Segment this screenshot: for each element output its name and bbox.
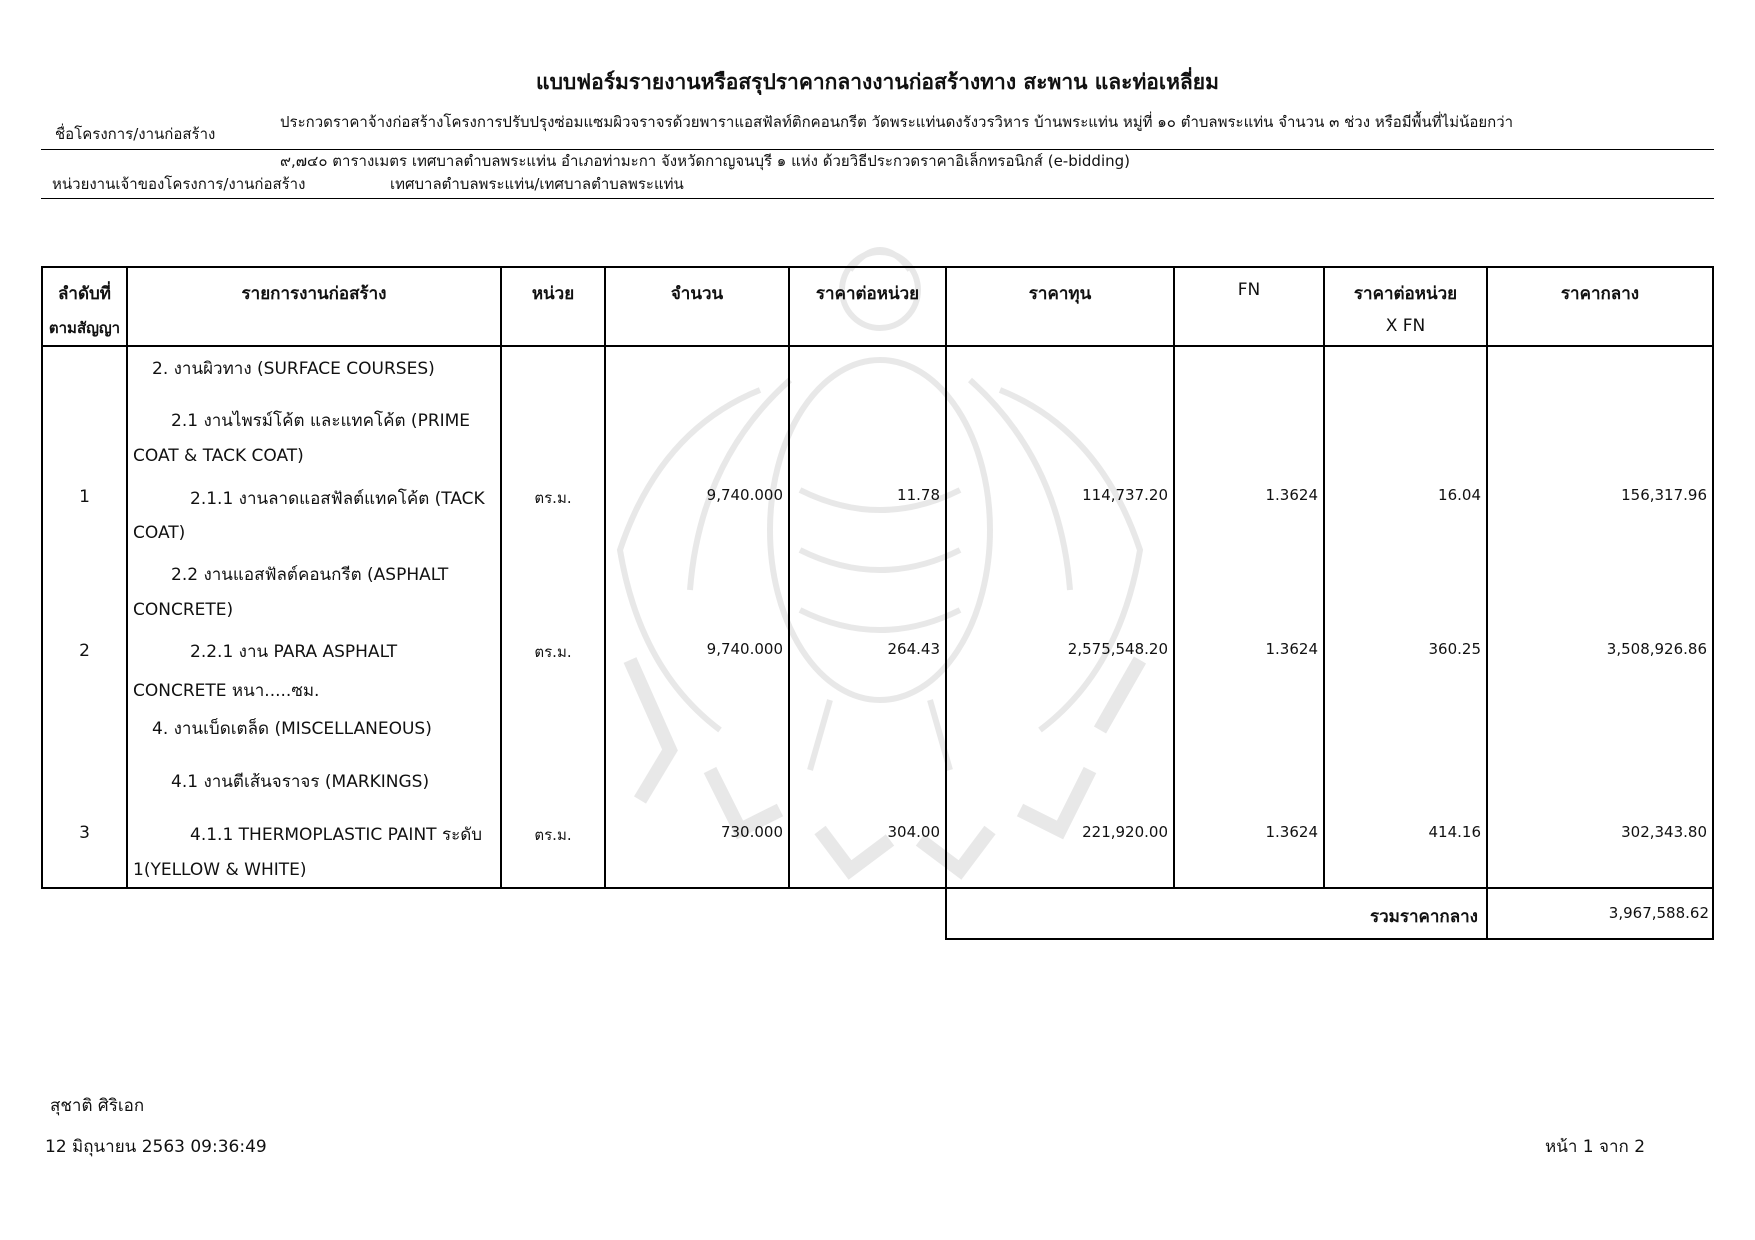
item-line: 2.2.1 งาน PARA ASPHALT <box>190 642 398 662</box>
item-line: 1(YELLOW & WHITE) <box>133 860 307 880</box>
owner-underline <box>41 198 1714 199</box>
item-line: 2.1 งานไพรม์โค้ต และแทคโค้ต (PRIME <box>171 411 471 431</box>
page-number: หน้า 1 จาก 2 <box>1545 1137 1646 1157</box>
header-cost: ราคาทุน <box>1028 284 1092 304</box>
preparer-name: สุชาติ ศิริเอก <box>50 1096 145 1116</box>
row-qty: 730.000 <box>720 823 783 841</box>
total-value: 3,967,588.62 <box>1608 904 1709 922</box>
header-price-fn: ราคาต่อหน่วย <box>1353 284 1458 304</box>
header-qty: จำนวน <box>670 284 724 304</box>
garuda-emblem-icon <box>600 230 1160 880</box>
row-cost: 114,737.20 <box>1082 486 1168 504</box>
row-unit-price: 11.78 <box>897 486 940 504</box>
row-cost: 2,575,548.20 <box>1067 640 1168 658</box>
row-fn: 1.3624 <box>1265 486 1318 504</box>
row-price-fn: 360.25 <box>1428 640 1481 658</box>
item-line: CONCRETE หนา.....ซม. <box>133 681 320 701</box>
header-unit: หน่วย <box>531 284 575 304</box>
project-label: ชื่อโครงการ/งานก่อสร้าง <box>55 125 216 143</box>
row-no: 2 <box>79 641 90 661</box>
row-median: 3,508,926.86 <box>1606 640 1707 658</box>
header-no-contract: ตามสัญญา <box>48 319 121 337</box>
project-line-2: ๙,๗๔๐ ตารางเมตร เทศบาลตำบลพระแท่น อำเภอท่ามะกา จังหวัดกาญจนบุรี ๑ แห่ง ด้วยวิธีประกวดราคาอิเล็กทรอนิกส์ (e-bidding) <box>280 152 1130 170</box>
header-item: รายการงานก่อสร้าง <box>241 284 387 304</box>
print-datetime: 12 มิถุนายน 2563 09:36:49 <box>45 1137 267 1157</box>
row-price-fn: 414.16 <box>1428 823 1481 841</box>
row-qty: 9,740.000 <box>706 640 783 658</box>
row-fn: 1.3624 <box>1265 640 1318 658</box>
page-title: แบบฟอร์มรายงานหรือสรุปราคากลางงานก่อสร้างทาง สะพาน และท่อเหลี่ยม <box>536 70 1219 94</box>
item-line: CONCRETE) <box>133 600 234 620</box>
header-fn: FN <box>1237 280 1261 300</box>
item-line: 4.1.1 THERMOPLASTIC PAINT ระดับ <box>190 825 483 845</box>
item-line: 2. งานผิวทาง (SURFACE COURSES) <box>152 359 435 379</box>
item-line: 2.2 งานแอสฟัลต์คอนกรีต (ASPHALT <box>171 565 449 585</box>
row-fn: 1.3624 <box>1265 823 1318 841</box>
owner-label: หน่วยงานเจ้าของโครงการ/งานก่อสร้าง <box>52 175 306 193</box>
header-no: ลำดับที่ <box>57 284 111 304</box>
row-median: 302,343.80 <box>1621 823 1707 841</box>
header-median: ราคากลาง <box>1560 284 1640 304</box>
total-label: รวมราคากลาง <box>1369 907 1478 927</box>
item-line: COAT & TACK COAT) <box>133 446 304 466</box>
project-line-1: ประกวดราคาจ้างก่อสร้างโครงการปรับปรุงซ่อมแซมผิวจราจรด้วยพาราแอสฟัลท์ติกคอนกรีต วัดพระแท่นดงรังวรวิหาร บ้านพระแท่น หมู่ที่ ๑๐ ตำบลพระแท่น จำนวน ๓ ช่วง หรือมีพื้นที่ไม่น้อยกว่า <box>280 113 1514 131</box>
item-line: 4. งานเบ็ดเตล็ด (MISCELLANEOUS) <box>152 719 432 739</box>
row-unit-price: 264.43 <box>887 640 940 658</box>
row-unit: ตร.ม. <box>534 826 572 844</box>
row-cost: 221,920.00 <box>1082 823 1168 841</box>
row-median: 156,317.96 <box>1621 486 1707 504</box>
item-line: 2.1.1 งานลาดแอสฟัลต์แทคโค้ต (TACK <box>190 489 485 509</box>
row-qty: 9,740.000 <box>706 486 783 504</box>
row-unit: ตร.ม. <box>534 489 572 507</box>
row-unit: ตร.ม. <box>534 643 572 661</box>
item-line: 4.1 งานตีเส้นจราจร (MARKINGS) <box>171 772 430 792</box>
row-no: 3 <box>79 823 90 843</box>
header-unit-price: ราคาต่อหน่วย <box>815 284 920 304</box>
header-price-fn-x: X FN <box>1385 316 1426 336</box>
row-price-fn: 16.04 <box>1438 486 1481 504</box>
owner-value: เทศบาลตำบลพระแท่น/เทศบาลตำบลพระแท่น <box>390 175 684 193</box>
item-line: COAT) <box>133 523 186 543</box>
row-unit-price: 304.00 <box>887 823 940 841</box>
row-no: 1 <box>79 487 90 507</box>
